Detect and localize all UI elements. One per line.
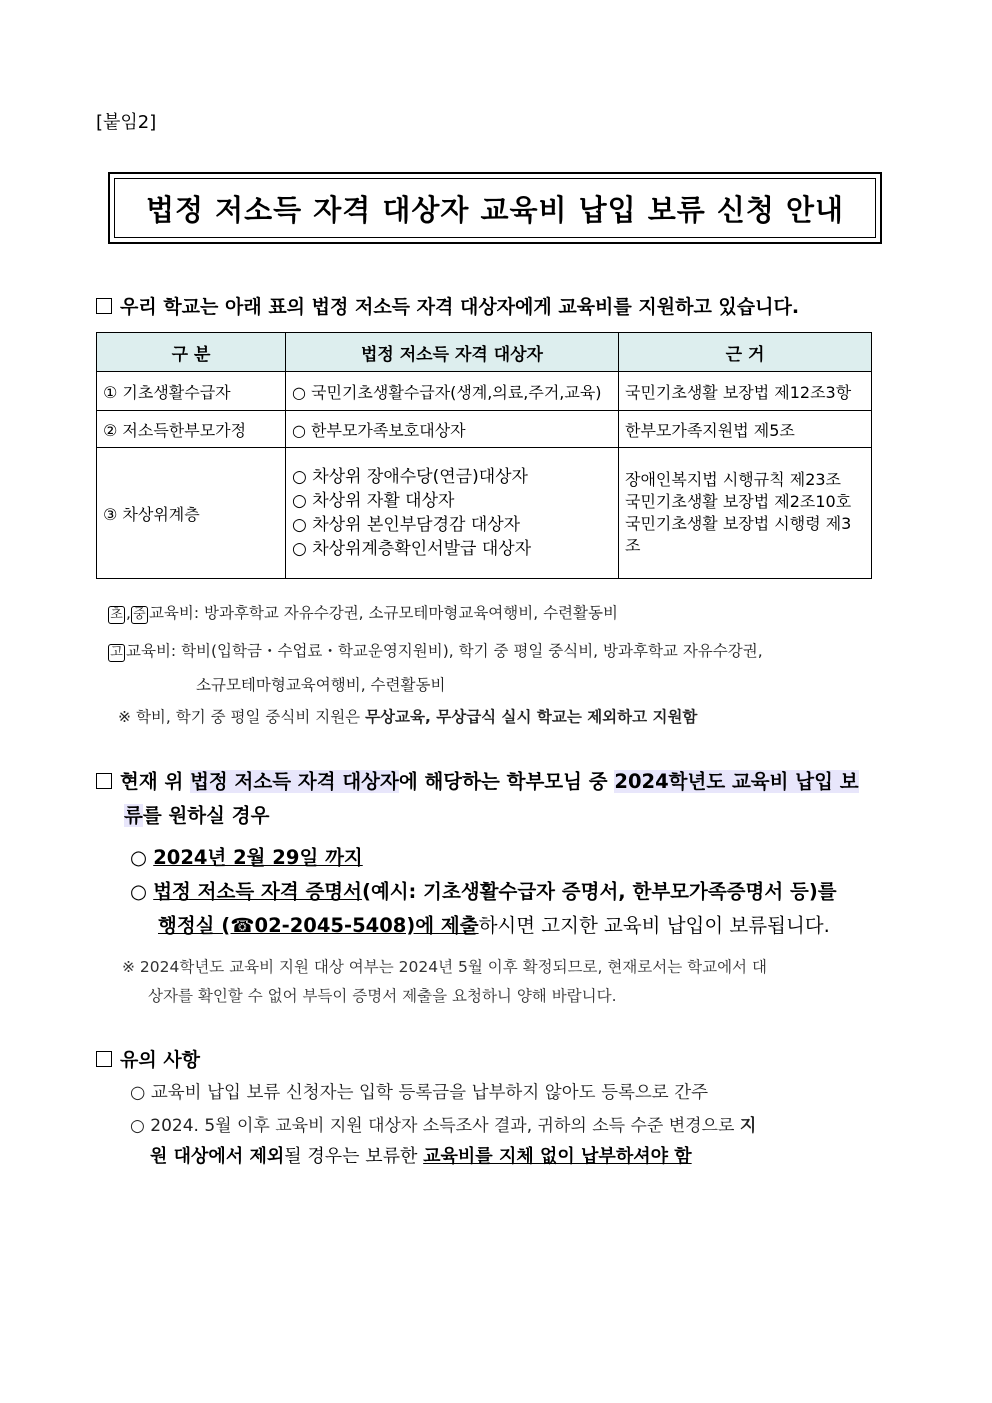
high-badge: 고	[108, 644, 125, 662]
row-basis: 장애인복지법 시행규칙 제23조	[625, 470, 842, 489]
table-row	[97, 411, 872, 448]
section3-heading: 유의 사항	[96, 1045, 200, 1072]
table-header: 법정 저소득 자격 대상자	[286, 333, 619, 372]
elementary-badge: 초	[108, 606, 125, 624]
row-targets	[286, 448, 619, 579]
payment-warning: 교육비를 지체 없이 납부하셔야 함	[423, 1146, 692, 1167]
section2-note2: 상자를 확인할 수 없어 부득이 증명서 제출을 요청하니 양해 바랍니다.	[148, 987, 617, 1005]
table-header: 근 거	[619, 333, 872, 372]
row-category: ③ 차상위계층	[97, 448, 286, 579]
row-basis: 한부모가족지원법 제5조	[619, 411, 872, 448]
page-title: 법정 저소득 자격 대상자 교육비 납입 보류 신청 안내	[145, 192, 845, 227]
row-target: ○ 차상위 장애수당(연금)대상자	[292, 467, 528, 487]
middle-badge: 중	[131, 606, 148, 624]
elem-mid-note: 초 , 중 교육비: 방과후학교 자유수강권, 소규모테마형교육여행비, 수련활동비	[108, 601, 618, 624]
row-target: ○ 차상위계층확인서발급 대상자	[292, 539, 532, 559]
deadline-item: ○ 2024년 2월 29일 까지	[130, 846, 363, 869]
table-header: 구 분	[97, 333, 286, 372]
row-target: ○ 한부모가족보호대상자	[286, 411, 619, 448]
table-header-row	[97, 333, 872, 372]
section2-line1: 현재 위 법정 저소득 자격 대상자에 해당하는 학부모님 중 2024학년도 교육비 납입 보	[96, 766, 859, 794]
checkbox-icon	[96, 1051, 112, 1067]
table-row	[97, 448, 872, 579]
office-contact: 행정실 (☎02-2045-5408)에 제출	[158, 914, 479, 937]
section1-heading: 우리 학교는 아래 표의 법정 저소득 자격 대상자에게 교육비를 지원하고 있습니다.	[96, 292, 799, 319]
row-basis-list	[619, 448, 872, 579]
checkbox-icon	[96, 773, 112, 789]
row-category: ② 저소득한부모가정	[97, 411, 286, 448]
title-box	[108, 172, 882, 244]
high-note-cont: 소규모테마형교육여행비, 수련활동비	[196, 676, 446, 694]
table-row	[97, 372, 872, 411]
section2-line2: 류를 원하실 경우	[124, 804, 270, 827]
office-item: 행정실 (☎02-2045-5408)에 제출하시면 고지한 교육비 납입이 보류됩니다.	[158, 914, 830, 937]
high-note: 고 교육비: 학비(입학금・수업료・학교운영지원비), 학기 중 평일 중식비, 방과후학교 자유수강권,	[108, 639, 763, 662]
row-basis: 국민기초생활 보장법 시행령 제3조	[625, 514, 852, 555]
caution-item-2-cont: 원 대상에서 제외될 경우는 보류한 교육비를 지체 없이 납부하셔야 함	[150, 1146, 692, 1167]
row-basis: 국민기초생활 보장법 제12조3항	[619, 372, 872, 411]
checkbox-icon	[96, 298, 112, 314]
row-target: ○ 차상위 본인부담경감 대상자	[292, 515, 521, 535]
caution-item-2: ○ 2024. 5월 이후 교육비 지원 대상자 소득조사 결과, 귀하의 소득 수준 변경으로 지	[130, 1116, 757, 1136]
warning-note: ※ 학비, 학기 중 평일 중식비 지원은 무상교육, 무상급식 실시 학교는 제외하고 지원함	[118, 708, 698, 726]
eligibility-table	[96, 332, 872, 579]
note-mark: ※	[118, 708, 131, 726]
caution-item-1: ○ 교육비 납입 보류 신청자는 입학 등록금을 납부하지 않아도 등록으로 간주	[130, 1083, 709, 1103]
row-category: ① 기초생활수급자	[97, 372, 286, 411]
row-basis: 국민기초생활 보장법 제2조10호	[625, 492, 852, 511]
row-target: ○ 국민기초생활수급자(생계,의료,주거,교육)	[286, 372, 619, 411]
certificate-item: ○ 법정 저소득 자격 증명서(예시: 기초생활수급자 증명서, 한부모가족증명서 등)를	[130, 880, 837, 903]
row-target: ○ 차상위 자활 대상자	[292, 491, 455, 511]
attachment-label: [붙임2]	[96, 112, 157, 133]
section2-note1: ※ 2024학년도 교육비 지원 대상 여부는 2024년 5월 이후 확정되므로, 현재로서는 학교에서 대	[122, 958, 767, 976]
deadline: 2024년 2월 29일 까지	[153, 846, 363, 869]
